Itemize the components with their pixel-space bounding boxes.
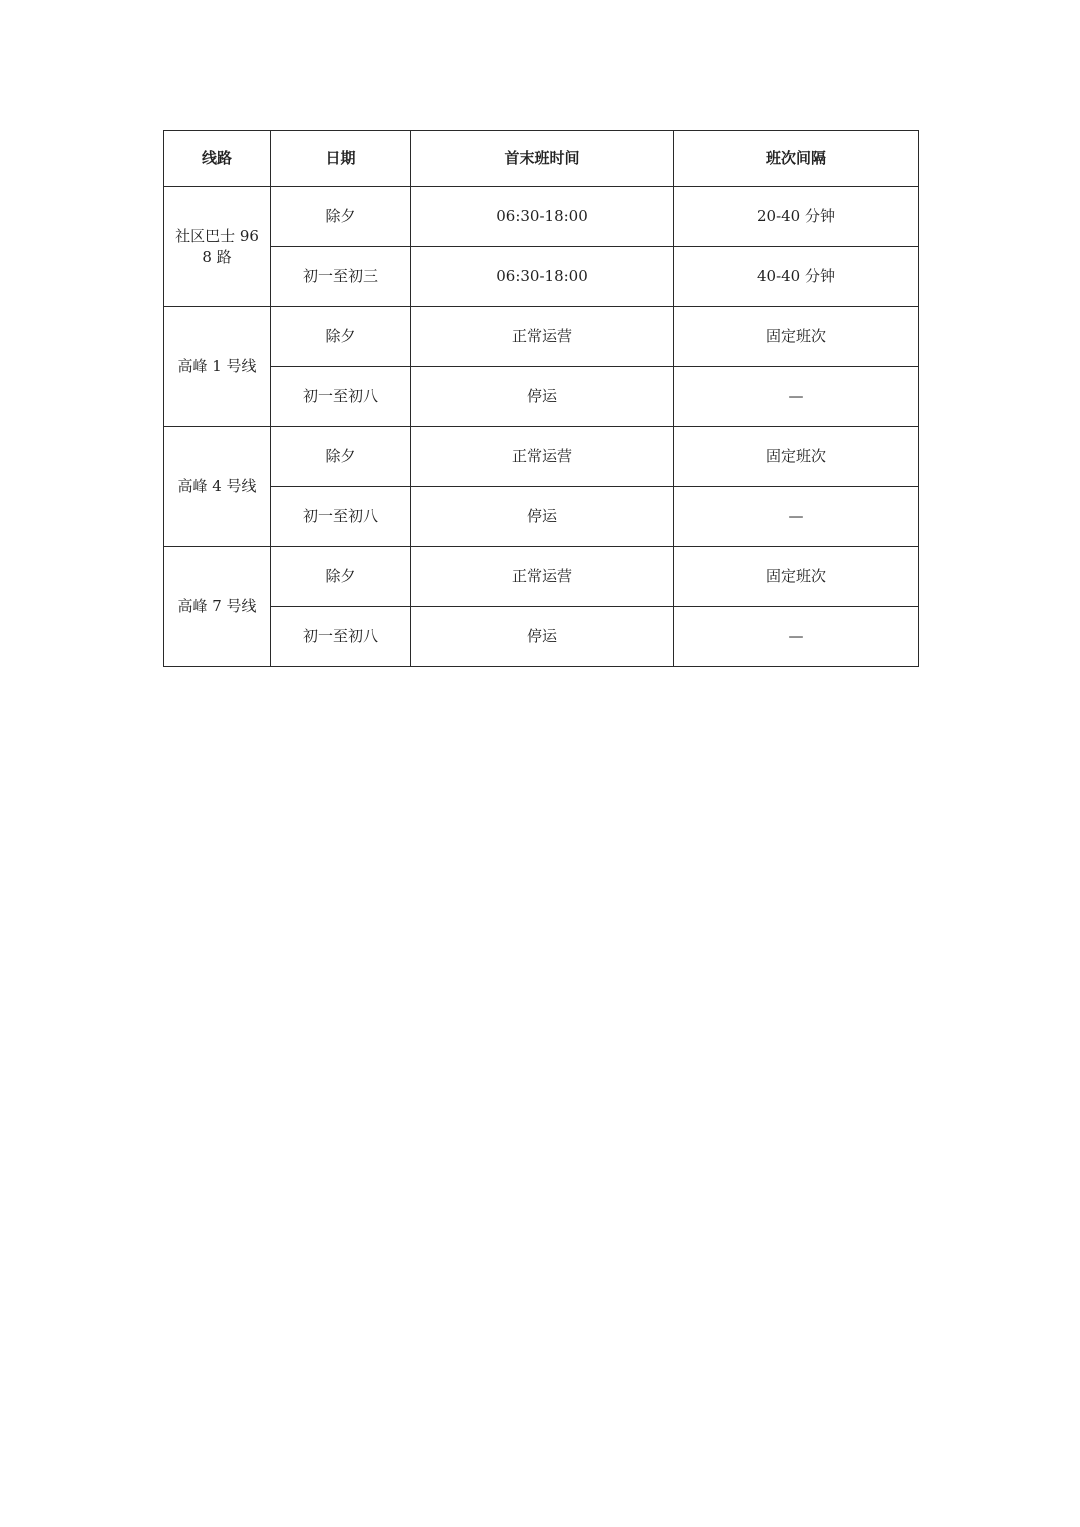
interval-cell: — <box>674 367 919 427</box>
table-header <box>164 131 919 187</box>
line-name: 高峰 7 号线 <box>177 597 257 615</box>
date-cell: 除夕 <box>271 307 411 367</box>
interval-cell: 20-40 分钟 <box>674 187 919 247</box>
header-row <box>164 131 919 187</box>
line-name: 社区巴士 968 路 <box>175 226 259 266</box>
interval-cell: 固定班次 <box>674 547 919 607</box>
header-line: 线路 <box>164 131 271 187</box>
table-row <box>164 607 919 667</box>
time-cell: 06:30-18:00 <box>411 187 674 247</box>
interval-cell: 固定班次 <box>674 427 919 487</box>
header-interval: 班次间隔 <box>674 131 919 187</box>
time-cell: 正常运营 <box>411 307 674 367</box>
date-cell: 除夕 <box>271 547 411 607</box>
interval-cell: — <box>674 607 919 667</box>
table-row <box>164 247 919 307</box>
line-cell <box>164 307 271 427</box>
table-row <box>164 427 919 487</box>
time-cell: 停运 <box>411 367 674 427</box>
date-cell: 初一至初八 <box>271 607 411 667</box>
time-cell: 正常运营 <box>411 547 674 607</box>
date-cell: 初一至初八 <box>271 487 411 547</box>
time-cell: 停运 <box>411 607 674 667</box>
date-cell: 初一至初三 <box>271 247 411 307</box>
header-time: 首末班时间 <box>411 131 674 187</box>
line-cell <box>164 427 271 547</box>
table-row <box>164 307 919 367</box>
header-date: 日期 <box>271 131 411 187</box>
interval-cell: 40-40 分钟 <box>674 247 919 307</box>
time-cell: 正常运营 <box>411 427 674 487</box>
date-cell: 初一至初八 <box>271 367 411 427</box>
table-row <box>164 547 919 607</box>
interval-cell: 固定班次 <box>674 307 919 367</box>
line-cell <box>164 187 271 307</box>
line-name: 高峰 1 号线 <box>177 357 257 375</box>
interval-cell: — <box>674 487 919 547</box>
time-cell: 06:30-18:00 <box>411 247 674 307</box>
table-body <box>164 187 919 667</box>
table-row <box>164 487 919 547</box>
line-cell <box>164 547 271 667</box>
line-name: 高峰 4 号线 <box>177 477 257 495</box>
table-row <box>164 367 919 427</box>
table-row <box>164 187 919 247</box>
date-cell: 除夕 <box>271 427 411 487</box>
schedule-table <box>163 130 919 667</box>
date-cell: 除夕 <box>271 187 411 247</box>
time-cell: 停运 <box>411 487 674 547</box>
